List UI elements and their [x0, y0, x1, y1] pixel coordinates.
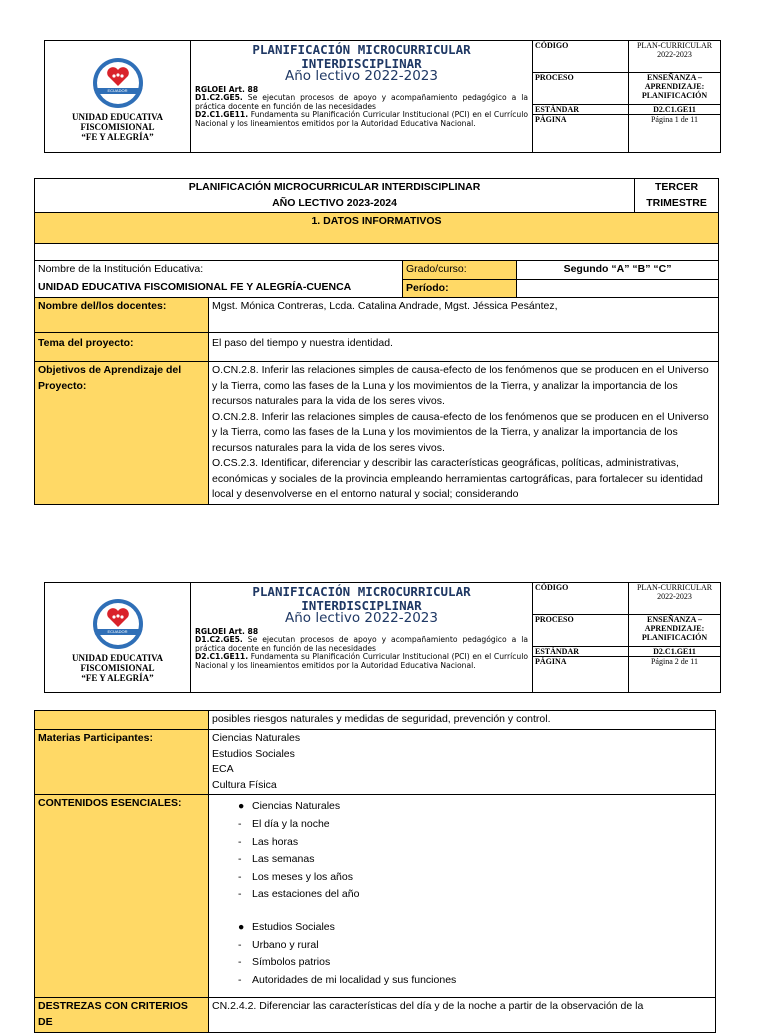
page2-header — [44, 582, 721, 693]
trimestre: TERCER TRIMESTRE — [635, 179, 719, 213]
section-datos-informativos: 1. DATOS INFORMATIVOS — [35, 213, 719, 244]
list-item: - Autoridades de mi localidad y sus funciones — [212, 972, 712, 990]
bullet-icon: ● — [238, 920, 245, 933]
periodo-label: Período: — [403, 279, 517, 298]
objetivo-item: O.CN.2.8. Inferir las relaciones simples de causa-efecto de los fenómenos que se producen en el Universo y la Tierra, como las fases de la Luna y los movimientos de la Tierra, y analizar la importancia de los recursos naturales para la vida de los seres vivos. — [212, 364, 709, 408]
destrezas-label: DESTREZAS CON CRITERIOS DE — [35, 998, 209, 1032]
destrezas-value: CN.2.4.2. Diferenciar las características del día y de la noche a partir de la observación de la — [209, 998, 716, 1032]
school-logo-heart-icon — [93, 599, 143, 649]
tema-value: El paso del tiempo y nuestra identidad. — [209, 333, 719, 362]
list-item: ● Ciencias Naturales — [212, 798, 712, 816]
dash-icon: - — [238, 956, 242, 969]
materia-item: Estudios Sociales — [212, 747, 295, 760]
codigo-label: CÓDIGO — [533, 583, 629, 615]
proceso-value: ENSEÑANZA – APRENDIZAJE: PLANIFICACIÓN — [629, 615, 721, 647]
dash-icon: - — [238, 973, 242, 986]
materias-list — [209, 730, 716, 795]
list-item: - Las estaciones del año — [212, 886, 712, 904]
list-item: - Las horas — [212, 834, 712, 852]
pagina-value: Página 2 de 11 — [629, 657, 721, 693]
dash-icon: - — [238, 835, 242, 848]
pagina-label: PÁGINA — [533, 115, 629, 153]
objetivo-item: O.CN.2.8. Inferir las relaciones simples de causa-efecto de los fenómenos que se producen en el Universo y la Tierra, como las fases de la Luna y los movimientos de la Tierra, y analizar la importancia de los recursos naturales para la vida de los seres vivos. — [212, 410, 709, 454]
header-title-cell — [191, 583, 533, 693]
school-logo-heart-icon — [93, 58, 143, 108]
list-item: - Urbano y rural — [212, 937, 712, 955]
docentes-label: Nombre del/los docentes: — [35, 298, 209, 333]
codigo-label: CÓDIGO — [533, 41, 629, 73]
objetivos-continuation: posibles riesgos naturales y medidas de seguridad, prevención y control. — [209, 711, 716, 730]
estandar-label: ESTÁNDAR — [533, 647, 629, 657]
tema-label: Tema del proyecto: — [35, 333, 209, 362]
materias-label: Materias Participantes: — [35, 730, 209, 795]
objetivos-value — [209, 362, 719, 505]
materia-item: Ciencias Naturales — [212, 732, 301, 744]
header-standards-text: RGLOEI Art. 88 D1.C2.GE5. Se ejecutan procesos de apoyo y acompañamiento pedagógico a la práctica docente en función de las necesidades D2.C1.GE11. Fundamenta su Planificación Curricular Institucional (PCI) en el Currículo Nacional y los lineamientos emitidos por la Autoridad Educativa Nacional. — [195, 626, 528, 670]
header-logo-cell — [45, 583, 191, 693]
header-title: PLANIFICACIÓN MICROCURRICULAR INTERDISCIPLINAR Año lectivo 2022-2023 — [252, 42, 471, 84]
header-title: PLANIFICACIÓN MICROCURRICULAR INTERDISCIPLINAR Año lectivo 2022-2023 — [252, 584, 471, 626]
codigo-value: PLAN-CURRICULAR 2022-2023 — [629, 583, 721, 615]
list-item: - El día y la noche — [212, 816, 712, 834]
list-item: - Símbolos patrios — [212, 954, 712, 972]
docentes-value: Mgst. Mónica Contreras, Lcda. Catalina Andrade, Mgst. Jéssica Pesántez, — [209, 298, 719, 333]
contenidos-label: CONTENIDOS ESENCIALES: — [35, 795, 209, 998]
page1-header — [44, 40, 721, 153]
dash-icon: - — [238, 817, 242, 830]
grado-value: Segundo “A” “B” “C” — [517, 261, 719, 280]
page2-content-table — [34, 710, 716, 1033]
school-name: UNIDAD EDUCATIVA FISCOMISIONAL “FE Y ALEGRÍA” — [72, 111, 163, 142]
dash-icon: - — [238, 853, 242, 866]
materia-item: Cultura Física — [212, 778, 277, 791]
proceso-label: PROCESO — [533, 73, 629, 105]
school-name: UNIDAD EDUCATIVA FISCOMISIONAL “FE Y ALEGRÍA” — [72, 652, 163, 683]
objetivos-label: Objetivos de Aprendizaje del Proyecto: — [35, 362, 209, 505]
list-item: ● Estudios Sociales — [212, 919, 712, 937]
pagina-value: Página 1 de 11 — [629, 115, 721, 153]
header-logo-cell — [45, 41, 191, 153]
document-title: PLANIFICACIÓN MICROCURRICULAR INTERDISCIPLINAR AÑO LECTIVO 2023-2024 — [35, 179, 635, 213]
codigo-value: PLAN-CURRICULAR 2022-2023 — [629, 41, 721, 73]
grado-label: Grado/curso: — [403, 261, 517, 280]
materia-item: ECA — [212, 763, 234, 776]
header-standards-text: RGLOEI Art. 88 D1.C2.GE5. Se ejecutan procesos de apoyo y acompañamiento pedagógico a la práctica docente en función de las necesidades D2.C1.GE11. Fundamenta su Planificación Curricular Institucional (PCI) en el Currículo Nacional y los lineamientos emitidos por la Autoridad Educativa Nacional. — [195, 84, 528, 128]
proceso-value: ENSEÑANZA – APRENDIZAJE: PLANIFICACIÓN — [629, 73, 721, 105]
logo-text: ECUADOR — [107, 87, 128, 93]
logo-text: ECUADOR — [107, 628, 128, 634]
page1-info-table — [34, 178, 719, 505]
estandar-value: D2.C1.GE11 — [629, 647, 721, 657]
pagina-label: PÁGINA — [533, 657, 629, 693]
header-title-cell — [191, 41, 533, 153]
dash-icon: - — [238, 888, 242, 901]
list-item: - Las semanas — [212, 851, 712, 869]
institucion-value: UNIDAD EDUCATIVA FISCOMISIONAL FE Y ALEGRÍA-CUENCA — [35, 279, 403, 298]
dash-icon: - — [238, 938, 242, 951]
periodo-value — [517, 279, 719, 298]
contenidos-list — [209, 795, 716, 998]
institucion-label: Nombre de la Institución Educativa: — [35, 261, 403, 280]
bullet-icon: ● — [238, 800, 245, 813]
list-item: - Los meses y los años — [212, 869, 712, 887]
dash-icon: - — [238, 870, 242, 883]
proceso-label: PROCESO — [533, 615, 629, 647]
estandar-value: D2.C1.GE11 — [629, 105, 721, 115]
objetivo-item: O.CS.2.3. Identificar, diferenciar y describir las características geográficas, políticas, administrativas, económicas y sociales de la provincia empleando herramientas cartográficas, para fortalecer su identidad local y desenvolverse en el entorno natural y social; considerando — [212, 457, 703, 501]
estandar-label: ESTÁNDAR — [533, 105, 629, 115]
